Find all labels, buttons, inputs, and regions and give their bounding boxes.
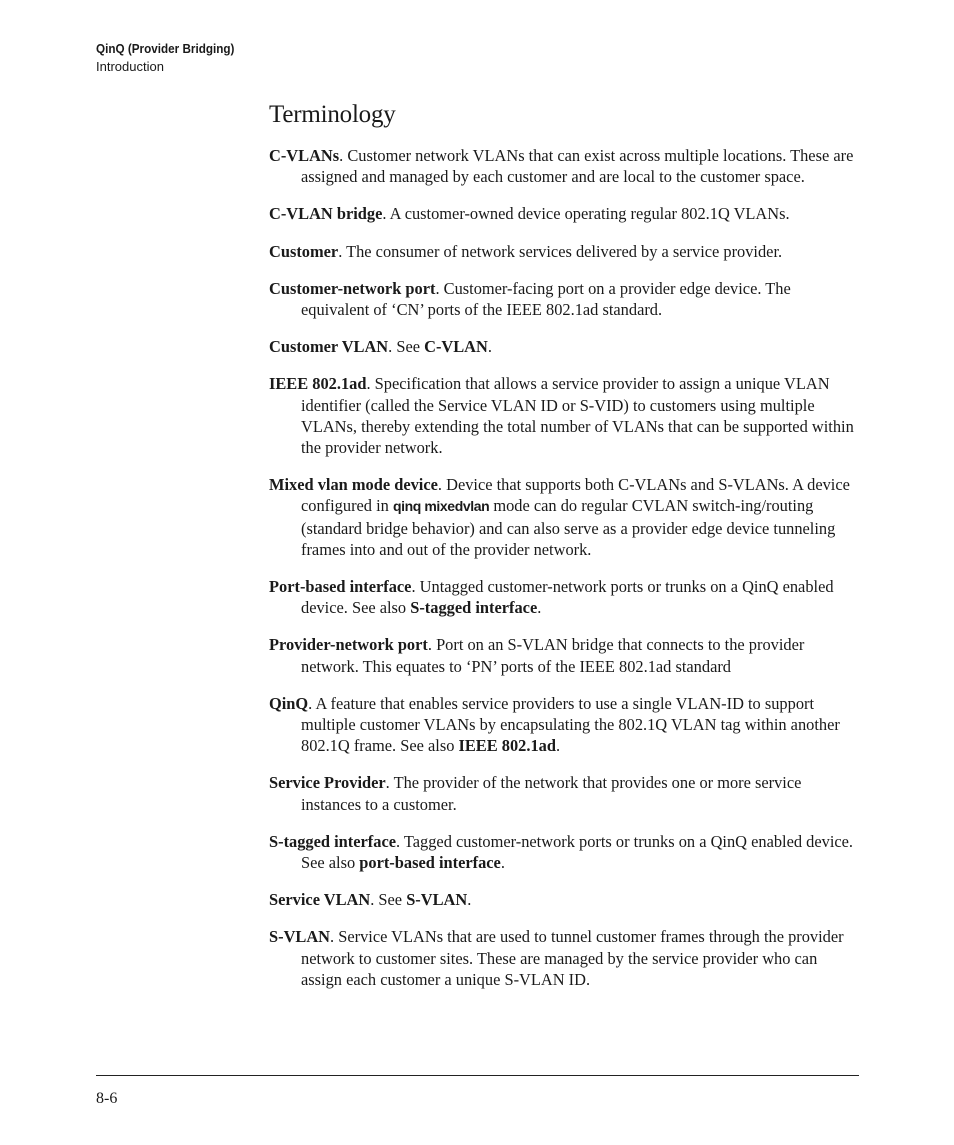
term-reference: port-based interface [359,853,501,873]
term-definition-end: . [555,736,561,756]
term-customer-vlan [269,336,861,357]
term-name: S-VLAN [269,927,331,947]
term-name: C-VLANs [269,146,340,165]
term-qinq [269,693,861,757]
term-definition: . Untagged customer-network ports or trunks on a QinQ enabled device. See also [301,577,834,618]
term-customer [269,241,861,262]
term-definition: . The provider of the network that provides one or more service instances to a customer. [301,773,802,814]
term-name: S-tagged interface [269,831,396,851]
chapter-title: QinQ (Provider Bridging) [96,41,235,56]
term-customer-network-port [269,278,861,320]
term-reference: S-tagged interface [410,598,538,618]
term-provider-network-port [269,634,861,676]
term-definition: . The consumer of network services delivered by a service provider. [338,241,783,261]
term-name: Port-based interface [269,577,412,597]
term-name: C-VLAN bridge [269,204,383,224]
page-number: 8-6 [96,1090,118,1107]
term-definition: . Specification that allows a service provider to assign a unique VLAN identifier (called the Service VLAN ID or S-VID) to customers using multiple VLANs, thereby extending the total number of VLANs that can be supported within the provider network. [301,374,854,458]
section-title: Introduction [96,59,164,74]
term-definition-end: . [537,598,542,618]
page-title: Terminology [269,101,396,128]
term-reference: C-VLAN [424,337,488,357]
term-definition: . Device that supports both C-VLANs and S-VLANs. A device configured in [301,475,850,516]
term-name: IEEE 802.1ad [269,374,367,394]
term-name: Service VLAN [269,890,371,910]
term-c-vlans [269,145,861,187]
term-service-provider [269,772,861,814]
term-definition: . See [370,890,407,910]
term-ieee-8021ad [269,373,861,458]
main-content [269,100,861,1006]
term-definition: . Customer-facing port on a provider edge device. The equivalent of ‘CN’ ports of the IEEE 802.1ad standard. [301,278,791,320]
command-keyword: qinq mixedvlan [392,498,490,515]
term-service-vlan [269,889,861,910]
term-name: Service Provider [269,773,386,793]
term-definition-end: . [467,890,472,910]
term-c-vlan-bridge [269,203,861,224]
term-definition-end: . [487,337,492,357]
term-reference: S-VLAN [406,890,468,910]
term-name: Mixed vlan mode device [269,475,438,495]
term-name: QinQ [269,693,309,713]
term-definition: . Service VLANs that are used to tunnel customer frames through the provider network to customer sites. These are managed by the service provider who can assign each customer a unique S-VLAN ID. [301,927,844,989]
running-header [96,40,250,76]
term-name: Customer-network port [269,278,436,298]
term-definition: . Customer network VLANs that can exist across multiple locations. These are assigned and managed by each customer and are local to the customer space. [301,146,854,187]
term-name: Provider-network port [269,635,428,655]
term-definition-end: . [500,853,505,873]
term-reference: IEEE 802.1ad [458,736,556,756]
term-s-tagged-interface [269,831,861,873]
term-definition: . Port on an S-VLAN bridge that connects to the provider network. This equates to ‘PN’ ports of the IEEE 802.1ad standard [301,635,805,676]
term-definition: . A customer-owned device operating regular 802.1Q VLANs. [382,204,790,224]
term-definition-end: mode can do regular CVLAN switch-ing/routing (standard bridge behavior) and can also serve as a provider edge device tunneling frames into and out of the provider network. [301,496,836,559]
term-definition: . A feature that enables service providers to use a single VLAN-ID to support multiple customer VLANs by encapsulating the 802.1Q VLAN tag within another 802.1Q frame. See also [301,693,840,756]
term-definition: . See [388,337,425,357]
term-s-vlan [269,926,861,990]
term-mixed-vlan-mode-device [269,474,861,560]
term-name: Customer [269,241,339,261]
term-definition: . Tagged customer-network ports or trunks on a QinQ enabled device. See also [301,831,854,873]
term-port-based-interface [269,576,861,618]
term-name: Customer VLAN [269,337,389,357]
footer-rule [96,1075,859,1076]
